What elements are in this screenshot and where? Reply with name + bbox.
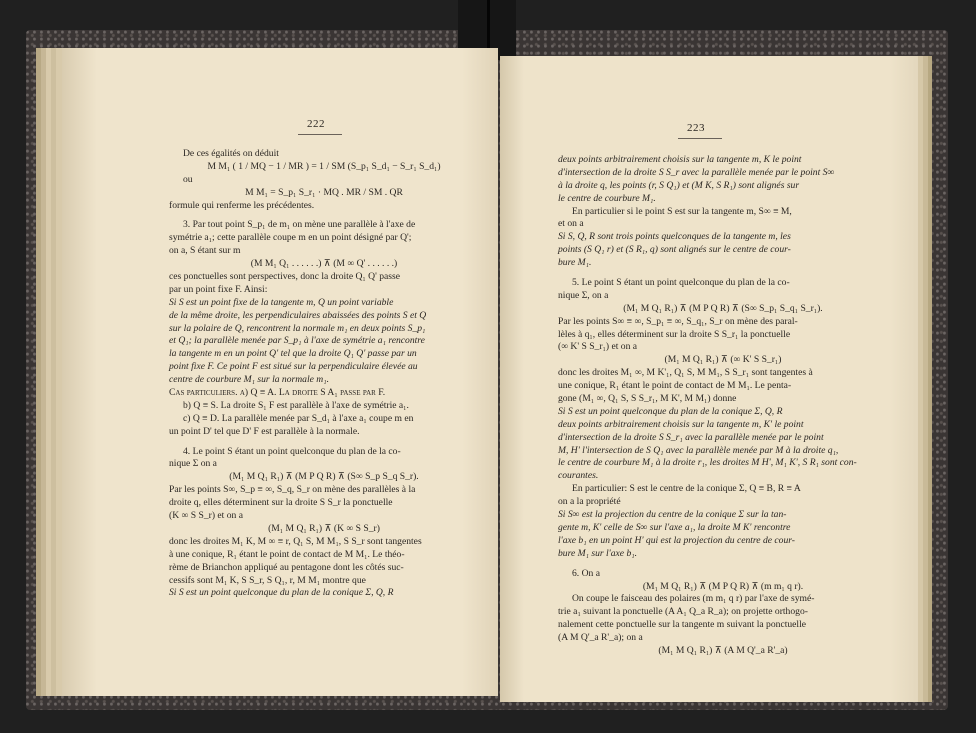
text-line: nique Σ, on a	[558, 289, 609, 301]
text-line: De ces égalités on déduit	[183, 148, 279, 159]
text-line: (M₁ M Q₁ R₁) ⊼ (M P Q R) ⊼ (S∞ S_p S_q S_r).	[229, 471, 419, 483]
text-line: (∞ K' S S_r₁) et on a	[558, 341, 638, 353]
text-line: bure M₁.	[558, 257, 592, 269]
text-line: un point D' tel que D' F est parallèle à la normale.	[169, 425, 360, 437]
text-line: à la droite q, les points (r, S Q₁) et (M K, S R₁) sont alignés sur	[558, 179, 800, 191]
text-line: centre de courbure M₁ sur la normale m₁.	[169, 374, 329, 386]
text-line: Si S est un point quelconque du plan de la conique Σ, Q, R	[558, 405, 783, 417]
left-page	[62, 48, 498, 696]
text-line	[558, 561, 888, 568]
text-line: la tangente m en un point Q' tel que la droite Q₁ Q' passe par un	[169, 348, 417, 360]
text-line: En particulier: S est le centre de la conique Σ, Q ≡ B, R ≡ A	[572, 483, 801, 495]
text-line: b) Q ≡ S. La droite S₁ F est parallèle à l'axe de symétrie a₁.	[183, 399, 409, 411]
text-line: le centre de courbure M₁ à la droite r₁, les droites M H', M₁ K', S R₁ sont con-	[558, 457, 857, 469]
left-page-text	[169, 148, 479, 600]
text-line: Si S, Q, R sont trois points quelconques de la tangente m, les	[558, 231, 791, 243]
text-line: nalement cette ponctuelle sur la tangente m suivant la ponctuelle	[558, 619, 807, 631]
text-line: nique Σ on a	[169, 458, 217, 470]
text-line: 5. Le point S étant un point quelconque du plan de la co-	[572, 277, 790, 289]
text-line: Si S est un point fixe de la tangente m, Q un point variable	[169, 296, 394, 308]
text-line: formule qui renferme les précédentes.	[169, 199, 315, 211]
text-line: (M M₁ Q₁ . . . . . .) ⊼ (M ∞ Q' . . . . . .)	[250, 258, 398, 270]
text-line: donc les droites M₁ K, M ∞ ≡ r, Q₁ S, M M₁, S S_r sont tangentes	[169, 535, 422, 547]
page-number-rule-left	[298, 134, 342, 135]
right-page-text	[558, 154, 888, 658]
text-line	[558, 270, 888, 277]
text-line: gente m, K' celle de S∞ sur l'axe a₁, la droite M K' rencontre	[558, 521, 791, 533]
text-line: courantes.	[558, 470, 599, 482]
text-line	[169, 212, 479, 219]
page-number-left: 222	[307, 118, 325, 130]
text-line: bure M₁ sur l'axe b₁.	[558, 547, 637, 559]
text-line: point fixe F. Ce point F est situé sur la perpendiculaire élevée au	[169, 361, 418, 373]
page-number-right: 223	[687, 122, 705, 134]
text-line: (M₁ M Q₁ R₁) ⊼ (M P Q R) ⊼ (S∞ S_p₁ S_q₁ S_r₁).	[623, 302, 823, 314]
text-line: et Q₁; la parallèle menée par S_p₁ à l'axe de symétrie a₁ rencontre	[169, 335, 425, 347]
text-line: cessifs sont M₁ K, S S_r, S Q₁, r, M M₁ montre que	[169, 574, 366, 586]
text-line: Si S est un point quelconque du plan de la conique Σ, Q, R	[169, 587, 394, 599]
text-line: et on a	[558, 218, 584, 230]
text-line: le centre de courbure M₁.	[558, 192, 656, 204]
text-line: d'intersection de la droite S S_r avec la parallèle menée par le point S∞	[558, 166, 835, 178]
text-line	[169, 439, 479, 446]
text-line: une conique, R₁ étant le point de contact de M M₁. Le penta-	[558, 380, 792, 392]
text-line: 3. Par tout point S_p₁ de m₁ on mène une parallèle à l'axe de	[183, 219, 416, 231]
text-line: de la même droite, les perpendiculaires abaissées des points S et Q	[169, 309, 427, 321]
text-line: points (S Q₁ r) et (S R₁, q) sont alignés sur le centre de cour-	[558, 244, 791, 256]
text-line: Si S∞ est la projection du centre de la conique Σ sur la tan-	[558, 509, 787, 521]
text-line: 6. On a	[572, 567, 600, 579]
text-line: ou	[183, 173, 193, 185]
text-line: donc les droites M₁ ∞, M K'₁, Q₁ S, M M₁, S S_r₁ sont tangentes à	[558, 367, 813, 379]
right-page	[500, 56, 918, 702]
text-line: par un point fixe F. Ainsi:	[169, 283, 268, 295]
text-line: M M₁ = S_p₁ S_r₁ · MQ . MR / SM . QR	[245, 186, 403, 198]
text-line: d'intersection de la droite S S_r₁ avec la parallèle menée par le point	[558, 431, 824, 443]
text-line: On coupe le faisceau des polaires (m m₁ q r) par l'axe de symé-	[572, 593, 815, 605]
text-line: Cas particuliers. a) Q ≡ A. La droite S A₁ passe par F.	[169, 387, 386, 399]
text-line: deux points arbitrairement choisis sur la tangente m, K le point	[558, 154, 802, 165]
text-line: M M₁ ( 1 / MQ − 1 / MR ) = 1 / SM (S_p₁ S_d₁ − S_r₁ S_d₁)	[207, 160, 441, 172]
text-line: Par les points S∞ ≡ ∞, S_p₁ ≡ ∞, S_q₁, S_r on mène des paral-	[558, 315, 798, 327]
text-line: (M₁ M Q₁ R₁) ⊼ (A M Q'_a R'_a)	[658, 644, 788, 656]
text-line: rème de Brianchon appliqué au pentagone dont les côtés suc-	[169, 561, 404, 573]
text-line: gone (M₁ ∞, Q₁ S, S S_r₁, M K', M M₁) donne	[558, 393, 737, 405]
text-line: M, H' l'intersection de S Q₁ avec la parallèle menée par M à la droite q₁,	[558, 444, 839, 456]
text-line: (A M Q'_a R'_a); on a	[558, 632, 643, 644]
text-line: Par les points S∞, S_p ≡ ∞, S_q, S_r on mène des parallèles à la	[169, 484, 416, 496]
text-line: (M₁ M Q₁ R₁) ⊼ (M P Q R) ⊼ (m m₁ q r).	[642, 580, 804, 592]
text-line: c) Q ≡ D. La parallèle menée par S_d₁ à l'axe a₁ coupe m en	[183, 412, 414, 424]
text-line: trie a₁ suivant la ponctuelle (A A₁ Q_a R_a); on projette orthogo-	[558, 606, 808, 618]
page-number-rule-right	[678, 138, 722, 139]
text-line: sur la polaire de Q, rencontrent la normale m₁ en deux points S_p₁	[169, 322, 426, 334]
text-line: (M₁ M Q₁ R₁) ⊼ (K ∞ S S_r)	[268, 522, 380, 534]
text-line: on a la propriété	[558, 496, 621, 508]
text-line: l'axe b₁ en un point H' qui est la projection du centre de cour-	[558, 534, 795, 546]
text-line: droite q, elles déterminent sur la droite S S_r la ponctuelle	[169, 497, 393, 509]
text-line: En particulier si le point S est sur la tangente m, S∞ ≡ M,	[572, 205, 792, 217]
text-line: à une conique, R₁ étant le point de contact de M M₁. Le théo-	[169, 548, 405, 560]
text-line: (K ∞ S S_r) et on a	[169, 510, 243, 522]
text-line: lèles à q₁, elles déterminent sur la droite S S_r₁ la ponctuelle	[558, 328, 791, 340]
text-line: on a, S étant sur m	[169, 245, 241, 257]
text-line: ces ponctuelles sont perspectives, donc la droite Q₁ Q' passe	[169, 271, 400, 283]
text-line: (M₁ M Q₁ R₁) ⊼ (∞ K' S S_r₁)	[664, 354, 782, 366]
text-line: deux points arbitrairement choisis sur la tangente m, K' le point	[558, 418, 804, 430]
text-line: 4. Le point S étant un point quelconque du plan de la co-	[183, 445, 401, 457]
text-line: symétrie a₁; cette parallèle coupe m en un point désigné par Q';	[169, 232, 412, 244]
